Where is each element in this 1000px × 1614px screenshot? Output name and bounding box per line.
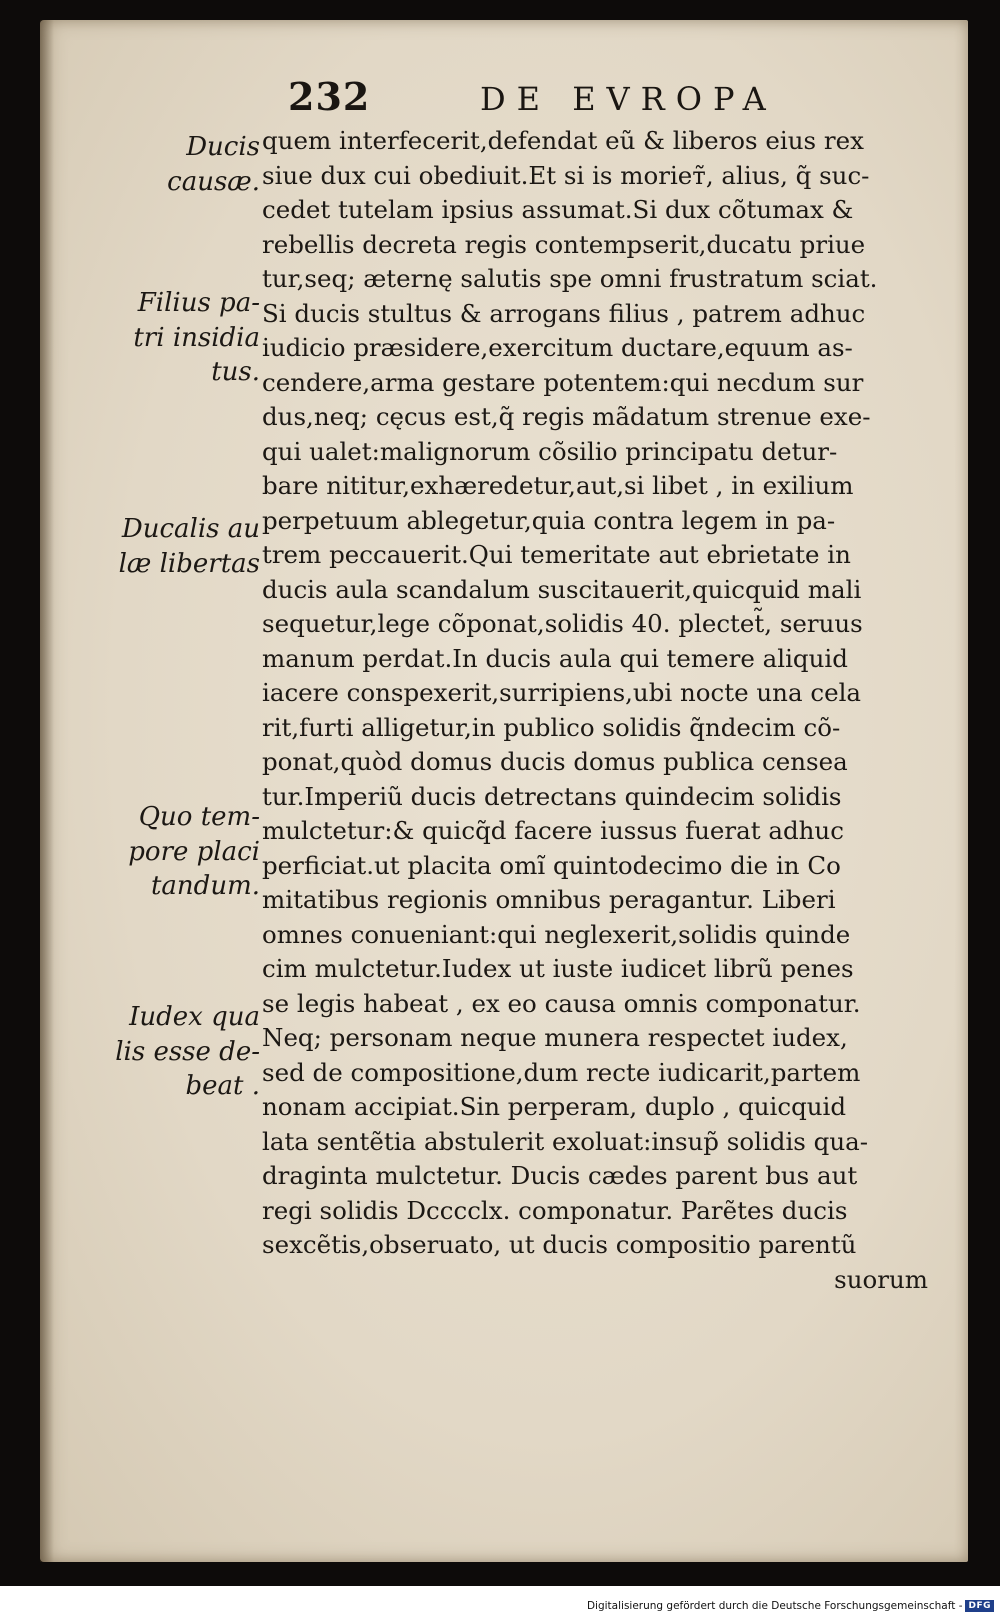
text-line: trem peccauerit.Qui temeritate aut ebrietate in [262,540,851,569]
text-line: sexcẽtis,obseruato, ut ducis compositio parentũ [262,1230,857,1259]
text-line: cim mulctetur.Iudex ut iuste iudicet librũ penes [262,954,854,983]
text-line: sed de compositione,dum recte iudicarit,partem [262,1057,861,1087]
text-line: lata sentẽtia abstulerit exoluat:insup̃ solidis qua- [262,1126,869,1156]
text-line: sequetur,lege cõponat,solidis 40. plectet̃, seruus [262,609,863,638]
marginal-gloss [0,800,260,904]
gloss-line: Ducalis au [121,514,260,544]
text-line: perpetuum ablegetur,quia contra legem in pa- [262,505,836,535]
marginal-gloss [0,286,260,390]
text-line: draginta mulctetur. Ducis cædes parent bus aut [262,1161,858,1190]
gloss-line: tandum. [150,871,260,901]
text-line: tur,seq; æternę salutis spe omni frustratum sciat. [262,264,878,293]
text-line: Si ducis stultus & arrogans filius , patrem adhuc [262,298,866,328]
page-number: 232 [288,74,371,119]
text-line: regi solidis Dcccclx. componatur. Parẽtes ducis [262,1195,848,1225]
gloss-line: Ducis [186,132,260,162]
marginal-gloss [0,512,260,581]
gloss-line: læ libertas [118,548,260,579]
text-line: suorum [834,1264,928,1294]
text-line: rit,furti alligetur,in publico solidis q̃ndecim cõ- [262,712,841,742]
text-line: siue dux cui obediuit.Et si is morieт̃, alius, q̃ suc- [262,160,870,190]
gloss-line: tus. [211,357,260,387]
gloss-line: Quo tem- [138,802,260,832]
gloss-line: lis esse de- [115,1036,260,1067]
dfg-logo: DFG [965,1600,994,1612]
text-line: tur.Imperiũ ducis detrectans quindecim solidis [262,781,842,811]
credit-text: Digitalisierung gefördert durch die Deutsche Forschungsgemeinschaft - [586,1600,963,1612]
gloss-line: tri insidia [133,322,260,353]
text-line: cendere,arma gestare potentem:qui necdum sur [262,367,864,397]
text-line: cedet tutelam ipsius assumat.Si dux cõtumax & [262,195,854,224]
text-line: manum perdat.In ducis aula qui temere aliquid [262,643,848,673]
gutter-shadow [40,20,54,1562]
marginal-gloss [0,1000,260,1104]
text-line: nonam accipiat.Sin perperam, duplo , quicquid [262,1092,847,1121]
text-line: ducis aula scandalum suscitauerit,quicquid mali [262,574,862,604]
text-line: iacere conspexerit,surripiens,ubi nocte una cela [262,678,862,707]
text-line: mitatibus regionis omnibus peragantur. Liberi [262,885,836,914]
text-line: quem interfecerit,defendat eũ & liberos eius rex [262,126,864,155]
text-line: omnes conueniant:qui neglexerit,solidis quinde [262,919,851,949]
text-line: qui ualet:malignorum cõsilio principatu detur- [262,436,838,466]
text-line: rebellis decreta regis contempserit,ducatu priue [262,229,866,259]
text-line: ponat,quòd domus ducis domus publica censea [262,747,848,776]
gloss-line: pore placi [128,836,260,867]
digitization-credit [587,1600,994,1612]
gloss-line: causæ. [167,166,260,197]
text-line: dus,neq; cęcus est,q̃ regis mãdatum strenue exe- [262,402,871,431]
text-line: iudicio præsidere,exercitum ductare,equum as- [262,333,853,362]
text-line: se legis habeat , ex eo causa omnis componatur. [262,988,861,1018]
marginal-gloss [0,130,260,199]
gloss-line: beat . [185,1071,260,1101]
text-line: perficiat.ut placita omĩ quintodecimo die in Co [262,850,841,880]
text-line: bare nititur,exhæredetur,aut,si libet , in exilium [262,471,854,500]
text-line: Neq; personam neque munera respectet iudex, [262,1023,848,1052]
text-line: mulctetur:& quicq̃d facere iussus fuerat adhuc [262,816,844,845]
body-text [262,124,962,1297]
gloss-line: Iudex qua [129,1002,260,1032]
page-header [288,74,928,122]
gloss-line: Filius pa- [137,288,260,318]
running-title: DE EVROPA [480,80,777,118]
